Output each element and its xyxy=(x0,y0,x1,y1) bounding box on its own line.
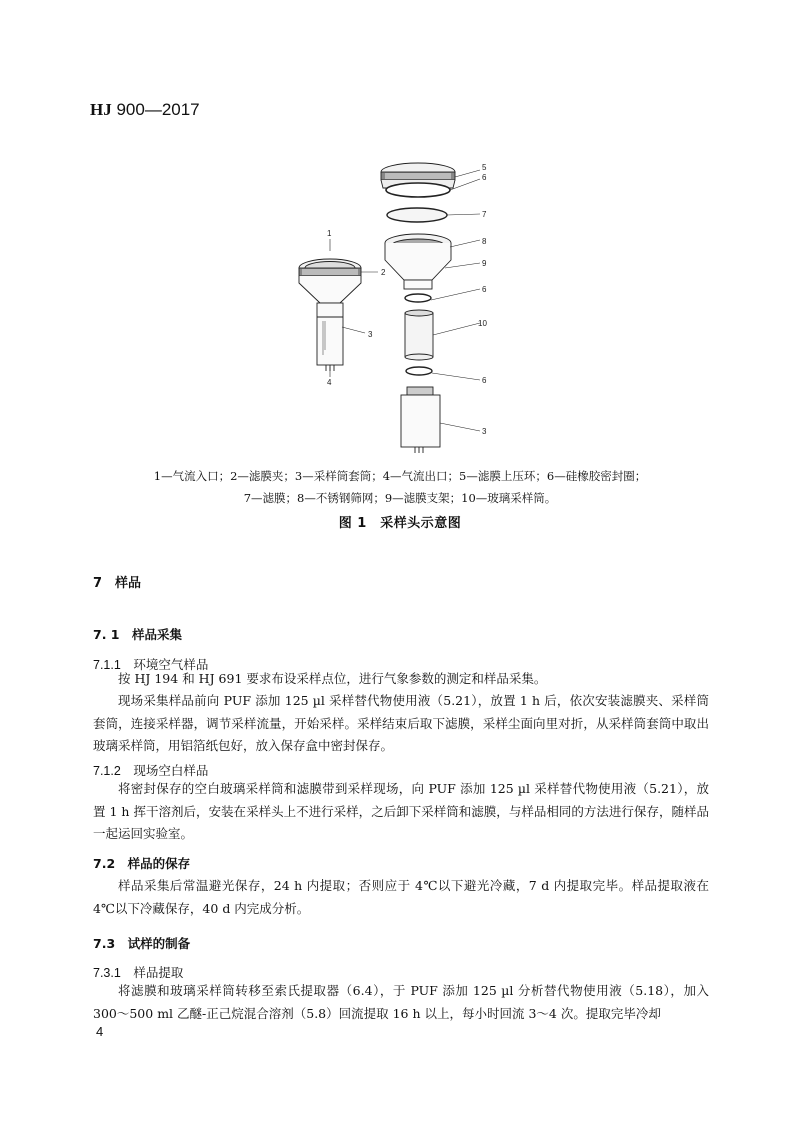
paragraph-7-1-2-1: 将密封保存的空白玻璃采样筒和滤膜带到采样现场，向 PUF 添加 125 µl 采样替代物使用液（5.21），放置 1 h 挥干溶剂后，安装在采样头上不进行采样，之后卸下采样筒和滤膜，与样品相同的方法进行保存，随样品一起运回实验室。 xyxy=(93,781,709,841)
label-6-top: 6 xyxy=(482,173,487,182)
standard-number: 900—2017 xyxy=(111,100,200,119)
sampling-head-diagram xyxy=(290,155,520,465)
paragraph-7-1-1-2: 现场采集样品前向 PUF 添加 125 µl 采样替代物使用液（5.21），放置 1 h 后，依次安装滤膜夹、采样筒套筒，连接采样器，调节采样流量，开始采样。采样结束后取下滤膜，采样尘面向里对折，从采样筒套筒中取出玻璃采样筒，用铝箔纸包好，放入保存盒中密封保存。 xyxy=(93,693,709,753)
section-number: 7.3.1 xyxy=(93,966,121,980)
label-4: 4 xyxy=(327,378,332,387)
standard-prefix: HJ xyxy=(90,100,112,119)
section-7-1-2-heading xyxy=(93,761,208,779)
figure-caption-line-2: 7—滤膜；8—不锈钢筛网；9—滤膜支架；10—玻璃采样筒。 xyxy=(243,491,557,505)
section-number: 7.1.1 xyxy=(93,658,121,672)
paragraph-7-1-1-1: 按 HJ 194 和 HJ 691 要求布设采样点位，进行气象参数的测定和样品采集。 xyxy=(118,671,547,686)
label-3: 3 xyxy=(368,330,373,339)
figure-caption-line-1: 1—气流入口；2—滤膜夹；3—采样筒套筒；4—气流出口；5—滤膜上压环；6—硅橡胶密封圈； xyxy=(153,469,647,483)
label-8: 8 xyxy=(482,237,487,246)
document-header xyxy=(90,100,200,120)
section-7-heading: 7 样品 xyxy=(93,576,142,591)
label-3-right: 3 xyxy=(482,427,487,436)
section-7-2-heading: 7.2 样品的保存 xyxy=(93,856,191,871)
label-6-bottom: 6 xyxy=(482,376,487,385)
label-7: 7 xyxy=(482,210,487,219)
paragraph-7-2-1: 样品采集后常温避光保存，24 h 内提取；否则应于 4℃以下避光冷藏，7 d 内提取完毕。样品提取液在 4℃以下冷藏保存，40 d 内完成分析。 xyxy=(93,878,709,916)
label-2: 2 xyxy=(381,268,386,277)
section-number: 7.1.2 xyxy=(93,764,121,778)
section-7-3-heading: 7.3 试样的制备 xyxy=(93,936,191,951)
section-7-1-heading: 7. 1 样品采集 xyxy=(93,627,182,642)
section-title: 环境空气样品 xyxy=(120,657,209,672)
page-number: 4 xyxy=(96,1024,104,1039)
figure-title: 图 1 采样头示意图 xyxy=(338,516,462,531)
label-9: 9 xyxy=(482,259,487,268)
section-title: 样品提取 xyxy=(120,965,184,980)
label-5: 5 xyxy=(482,163,487,172)
section-7-3-1-heading xyxy=(93,963,183,981)
label-1: 1 xyxy=(327,229,332,238)
label-6-mid: 6 xyxy=(482,285,487,294)
paragraph-7-3-1-1: 将滤膜和玻璃采样筒转移至索氏提取器（6.4），于 PUF 添加 125 µl 分析替代物使用液（5.18），加入 300～500 ml 乙醚-正己烷混合溶剂（5.8）回流提取 16 h 以上，每小时回流 3～4 次。提取完毕冷却 xyxy=(93,983,709,1021)
section-title: 现场空白样品 xyxy=(120,763,209,778)
label-10: 10 xyxy=(478,319,487,328)
